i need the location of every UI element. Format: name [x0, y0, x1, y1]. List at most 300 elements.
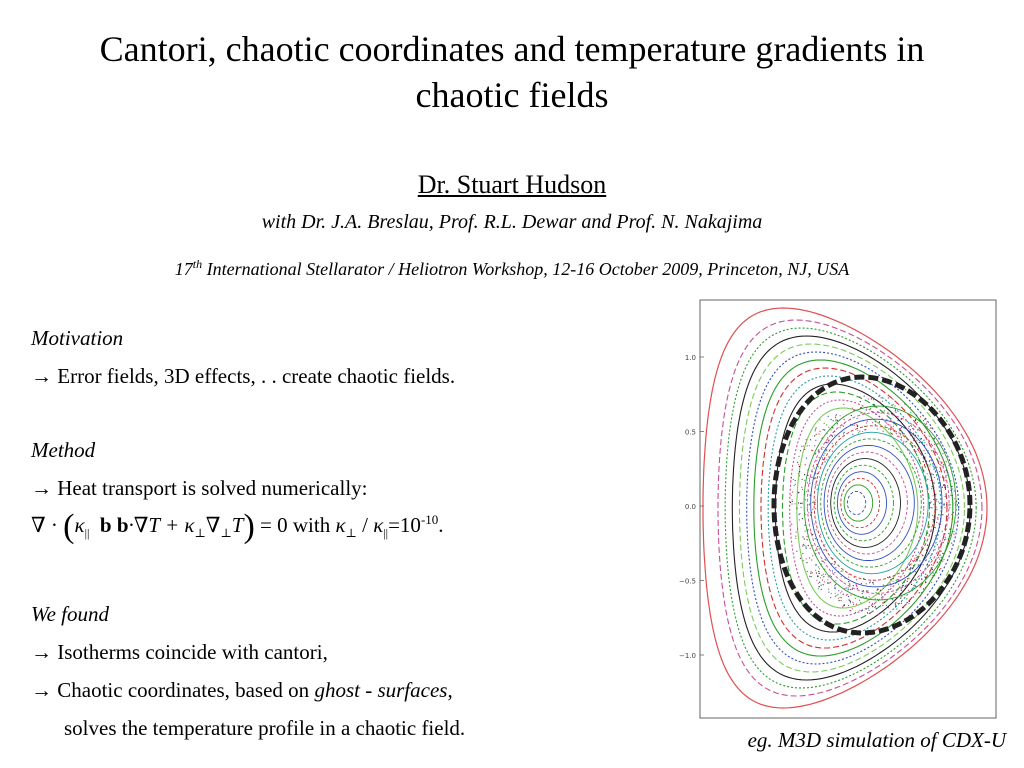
chaotic-point: [864, 429, 865, 430]
chaotic-point: [815, 500, 816, 501]
chaotic-point: [857, 430, 858, 431]
chaotic-point: [814, 435, 815, 436]
chaotic-point: [800, 558, 801, 559]
chaotic-point: [910, 412, 911, 413]
chaotic-point: [939, 569, 940, 570]
chaotic-point: [942, 477, 943, 478]
chaotic-point: [893, 581, 894, 582]
chaotic-point: [888, 607, 889, 608]
chaotic-point: [930, 555, 931, 556]
chaotic-point: [895, 603, 896, 604]
chaotic-point: [903, 607, 904, 608]
chaotic-point: [825, 442, 826, 443]
chaotic-point: [828, 442, 829, 443]
chaotic-point: [804, 480, 805, 481]
chaotic-point: [928, 527, 929, 528]
eq-grad-perp: ∇: [205, 513, 221, 537]
chaotic-point: [926, 559, 927, 560]
chaotic-point: [821, 589, 822, 590]
chaotic-point: [809, 576, 810, 577]
chaotic-point: [859, 600, 860, 601]
chaotic-point: [856, 579, 857, 580]
chaotic-point: [800, 450, 801, 451]
chaotic-point: [915, 451, 916, 452]
chaotic-point: [936, 444, 937, 445]
chaotic-point: [901, 437, 902, 438]
chaotic-point: [876, 608, 877, 609]
chaotic-point: [884, 602, 885, 603]
chaotic-point: [949, 551, 950, 552]
chaotic-point: [807, 507, 808, 508]
eq-nabla: ∇ ·: [31, 513, 58, 537]
chaotic-point: [935, 560, 936, 561]
chaotic-point: [945, 485, 946, 486]
chaotic-point: [892, 434, 893, 435]
chaotic-point: [824, 423, 825, 424]
chaotic-point: [841, 571, 842, 572]
chaotic-point: [833, 420, 834, 421]
chaotic-point: [931, 553, 932, 554]
chaotic-point: [938, 514, 939, 515]
chaotic-point: [818, 566, 819, 567]
chaotic-point: [799, 513, 800, 514]
chaotic-point: [931, 567, 932, 568]
chaotic-point: [795, 503, 796, 504]
chaotic-point: [953, 512, 954, 513]
chaotic-point: [898, 603, 899, 604]
chaotic-point: [856, 586, 857, 587]
chaotic-point: [866, 608, 867, 609]
conference-ordinal: 17: [174, 259, 193, 279]
chaotic-point: [853, 604, 854, 605]
chaotic-point: [803, 446, 804, 447]
chaotic-point: [934, 527, 935, 528]
chaotic-point: [916, 415, 917, 416]
chaotic-point: [940, 540, 941, 541]
chaotic-point: [837, 594, 838, 595]
chaotic-point: [831, 593, 832, 594]
chaotic-point: [823, 584, 824, 585]
chaotic-point: [902, 432, 903, 433]
chaotic-point: [812, 572, 813, 573]
chaotic-point: [923, 420, 924, 421]
chaotic-point: [814, 504, 815, 505]
figure-caption: eg. M3D simulation of CDX-U: [747, 728, 1006, 752]
chaotic-point: [805, 499, 806, 500]
chaotic-point: [807, 539, 808, 540]
chaotic-point: [806, 439, 807, 440]
chaotic-point: [951, 486, 952, 487]
chaotic-point: [792, 499, 793, 500]
chaotic-point: [849, 583, 850, 584]
chaotic-point: [802, 479, 803, 480]
chaotic-point: [819, 568, 820, 569]
chaotic-point: [815, 484, 816, 485]
eq-slash: /: [356, 513, 374, 537]
chaotic-point: [802, 546, 803, 547]
chaotic-point: [934, 477, 935, 478]
chaotic-point: [815, 550, 816, 551]
chaotic-point: [794, 485, 795, 486]
chaotic-point: [933, 504, 934, 505]
chaotic-point: [810, 573, 811, 574]
chaotic-point: [939, 477, 940, 478]
chaotic-point: [941, 443, 942, 444]
collaborators: with Dr. J.A. Breslau, Prof. R.L. Dewar and Prof. N. Nakajima: [261, 211, 763, 233]
chaotic-point: [912, 560, 913, 561]
chaotic-point: [799, 475, 800, 476]
chaotic-point: [844, 432, 845, 433]
method-item: [31, 476, 368, 501]
chaotic-point: [835, 596, 836, 597]
chaotic-point: [848, 589, 849, 590]
chaotic-point: [861, 610, 862, 611]
chaotic-point: [901, 596, 902, 597]
chaotic-point: [930, 427, 931, 428]
chaotic-point: [800, 503, 801, 504]
chaotic-point: [861, 412, 862, 413]
chaotic-point: [817, 485, 818, 486]
chaotic-point: [824, 581, 825, 582]
chaotic-point: [931, 473, 932, 474]
chaotic-point: [929, 527, 930, 528]
chaotic-point: [803, 560, 804, 561]
chaotic-point: [798, 473, 799, 474]
chaotic-point: [919, 442, 920, 443]
chaotic-point: [867, 590, 868, 591]
chaotic-point: [832, 451, 833, 452]
chaotic-point: [915, 571, 916, 572]
chaotic-point: [870, 581, 871, 582]
chaotic-point: [874, 603, 875, 604]
chaotic-point: [873, 583, 874, 584]
chaotic-point: [801, 487, 802, 488]
chaotic-point: [855, 612, 856, 613]
chaotic-point: [828, 589, 829, 590]
eq-par-sub: ||: [84, 526, 90, 541]
chaotic-point: [875, 592, 876, 593]
chaotic-point: [925, 574, 926, 575]
chaotic-point: [936, 474, 937, 475]
chaotic-point: [862, 610, 863, 611]
chaotic-point: [933, 474, 934, 475]
chaotic-point: [910, 435, 911, 436]
chaotic-point: [897, 436, 898, 437]
chaotic-point: [937, 443, 938, 444]
chaotic-point: [929, 445, 930, 446]
chaotic-point: [872, 603, 873, 604]
chaotic-point: [850, 602, 851, 603]
chaotic-point: [862, 431, 863, 432]
chaotic-point: [805, 547, 806, 548]
chaotic-point: [912, 445, 913, 446]
chaotic-point: [897, 579, 898, 580]
chaotic-point: [812, 545, 813, 546]
chaotic-point: [823, 429, 824, 430]
chaotic-point: [901, 590, 902, 591]
found-item-1-text: Isotherms coincide with cantori,: [52, 640, 328, 664]
chaotic-point: [795, 480, 796, 481]
chaotic-point: [923, 440, 924, 441]
chaotic-point: [818, 571, 819, 572]
chaotic-point: [893, 399, 894, 400]
chaotic-point: [920, 595, 921, 596]
eq-value: =10: [388, 513, 421, 537]
chaotic-point: [914, 449, 915, 450]
chaotic-point: [831, 419, 832, 420]
chaotic-point: [806, 536, 807, 537]
chaotic-point: [924, 464, 925, 465]
chaotic-point: [910, 407, 911, 408]
chaotic-point: [875, 421, 876, 422]
chaotic-point: [835, 444, 836, 445]
chaotic-point: [937, 517, 938, 518]
chaotic-point: [942, 458, 943, 459]
chaotic-point: [840, 592, 841, 593]
chaotic-point: [939, 471, 940, 472]
chaotic-point: [936, 557, 937, 558]
chaotic-point: [806, 458, 807, 459]
chaotic-point: [806, 491, 807, 492]
chaotic-point: [838, 600, 839, 601]
chaotic-point: [882, 598, 883, 599]
chaotic-point: [869, 596, 870, 597]
chaotic-point: [941, 551, 942, 552]
chaotic-point: [939, 555, 940, 556]
plot-frame: [700, 300, 996, 718]
chaotic-point: [843, 594, 844, 595]
chaotic-point: [907, 578, 908, 579]
chaotic-point: [843, 426, 844, 427]
chaotic-point: [886, 605, 887, 606]
chaotic-point: [890, 579, 891, 580]
chaotic-point: [820, 577, 821, 578]
chaotic-point: [932, 507, 933, 508]
chaotic-point: [802, 503, 803, 504]
chaotic-point: [905, 404, 906, 405]
chaotic-point: [821, 575, 822, 576]
chaotic-point: [890, 420, 891, 421]
chaotic-point: [823, 447, 824, 448]
chaotic-point: [877, 589, 878, 590]
chaotic-point: [798, 456, 799, 457]
chaotic-point: [952, 488, 953, 489]
chaotic-point: [807, 571, 808, 572]
chaotic-point: [869, 610, 870, 611]
chaotic-point: [791, 503, 792, 504]
arrow-icon: →: [31, 476, 52, 500]
chaotic-point: [944, 507, 945, 508]
chaotic-point: [883, 588, 884, 589]
chaotic-point: [935, 514, 936, 515]
chaotic-point: [809, 445, 810, 446]
found-item-2-pre: Chaotic coordinates, based on: [52, 678, 315, 702]
chaotic-point: [836, 414, 837, 415]
chaotic-point: [925, 582, 926, 583]
chaotic-point: [882, 602, 883, 603]
chaotic-point: [822, 580, 823, 581]
chaotic-point: [805, 443, 806, 444]
chaotic-point: [888, 589, 889, 590]
chaotic-point: [948, 538, 949, 539]
chaotic-point: [942, 561, 943, 562]
chaotic-point: [856, 604, 857, 605]
chaotic-point: [919, 460, 920, 461]
chaotic-point: [802, 553, 803, 554]
chaotic-point: [925, 466, 926, 467]
y-tick-label: 0.5: [684, 428, 696, 437]
chaotic-point: [859, 610, 860, 611]
chaotic-point: [937, 562, 938, 563]
chaotic-point: [802, 536, 803, 537]
chaotic-point: [932, 577, 933, 578]
chaotic-point: [838, 598, 839, 599]
chaotic-point: [900, 598, 901, 599]
chaotic-point: [843, 433, 844, 434]
chaotic-point: [815, 565, 816, 566]
chaotic-point: [816, 529, 817, 530]
chaotic-point: [934, 438, 935, 439]
chaotic-point: [926, 423, 927, 424]
found-item-2-post: ,: [447, 678, 453, 702]
chaotic-point: [819, 457, 820, 458]
chaotic-point: [852, 608, 853, 609]
chaotic-point: [923, 588, 924, 589]
chaotic-point: [917, 422, 918, 423]
chaotic-point: [832, 436, 833, 437]
chaotic-point: [875, 598, 876, 599]
chaotic-point: [810, 439, 811, 440]
chaotic-point: [945, 496, 946, 497]
chaotic-point: [875, 606, 876, 607]
chaotic-point: [844, 419, 845, 420]
chaotic-point: [935, 470, 936, 471]
chaotic-point: [923, 470, 924, 471]
conference-line: [0, 257, 1024, 280]
chaotic-point: [815, 453, 816, 454]
eq-dot-grad-t: ·∇T +: [128, 513, 185, 537]
chaotic-point: [883, 613, 884, 614]
chaotic-point: [810, 548, 811, 549]
chaotic-point: [915, 561, 916, 562]
chaotic-point: [923, 564, 924, 565]
chaotic-point: [945, 487, 946, 488]
chaotic-point: [826, 459, 827, 460]
chaotic-point: [921, 579, 922, 580]
chaotic-point: [812, 450, 813, 451]
chaotic-point: [916, 440, 917, 441]
chaotic-point: [806, 562, 807, 563]
chaotic-point: [809, 557, 810, 558]
chaotic-point: [886, 422, 887, 423]
chaotic-point: [850, 585, 851, 586]
chaotic-point: [927, 479, 928, 480]
chaotic-point: [905, 441, 906, 442]
chaotic-point: [919, 560, 920, 561]
found-item-2: [31, 678, 453, 703]
chaotic-point: [921, 547, 922, 548]
chaotic-point: [894, 431, 895, 432]
chaotic-point: [815, 538, 816, 539]
chaotic-point: [857, 426, 858, 427]
chaotic-point: [931, 428, 932, 429]
chaotic-point: [906, 598, 907, 599]
chaotic-point: [898, 584, 899, 585]
chaotic-point: [944, 503, 945, 504]
chaotic-point: [921, 554, 922, 555]
chaotic-point: [842, 606, 843, 607]
chaotic-point: [953, 503, 954, 504]
chaotic-point: [867, 612, 868, 613]
chaotic-point: [830, 429, 831, 430]
chaotic-point: [791, 495, 792, 496]
chaotic-point: [814, 445, 815, 446]
chaotic-point: [832, 443, 833, 444]
chaotic-point: [895, 604, 896, 605]
chaotic-point: [895, 592, 896, 593]
chaotic-point: [875, 424, 876, 425]
chaotic-point: [841, 597, 842, 598]
chaotic-point: [828, 582, 829, 583]
chaotic-point: [834, 435, 835, 436]
chaotic-point: [954, 498, 955, 499]
eq-rparen: ): [243, 508, 255, 545]
chaotic-point: [903, 441, 904, 442]
chaotic-point: [862, 593, 863, 594]
chaotic-point: [840, 427, 841, 428]
chaotic-point: [795, 536, 796, 537]
chaotic-point: [798, 492, 799, 493]
chaotic-point: [890, 418, 891, 419]
chaotic-point: [811, 576, 812, 577]
chaotic-point: [822, 459, 823, 460]
chaotic-point: [919, 592, 920, 593]
eq-par-sub-2: ||: [383, 526, 389, 541]
chaotic-point: [899, 429, 900, 430]
chaotic-point: [945, 539, 946, 540]
chaotic-point: [950, 495, 951, 496]
chaotic-point: [904, 575, 905, 576]
chaotic-point: [824, 461, 825, 462]
chaotic-point: [807, 445, 808, 446]
eq-t: T: [231, 513, 244, 537]
chaotic-point: [938, 557, 939, 558]
chaotic-point: [812, 555, 813, 556]
chaotic-point: [923, 461, 924, 462]
chaotic-point: [816, 572, 817, 573]
chaotic-point: [901, 601, 902, 602]
chaotic-point: [913, 424, 914, 425]
chaotic-point: [796, 508, 797, 509]
chaotic-point: [820, 534, 821, 535]
chaotic-point: [904, 582, 905, 583]
chaotic-point: [803, 545, 804, 546]
chaotic-point: [872, 582, 873, 583]
chaotic-point: [831, 576, 832, 577]
chaotic-point: [799, 471, 800, 472]
method-heading: Method: [31, 438, 96, 462]
chaotic-point: [943, 559, 944, 560]
chaotic-point: [858, 432, 859, 433]
chaotic-point: [924, 442, 925, 443]
chaotic-point: [789, 505, 790, 506]
chaotic-point: [904, 433, 905, 434]
chaotic-point: [841, 591, 842, 592]
chaotic-point: [826, 442, 827, 443]
chaotic-point: [827, 437, 828, 438]
chaotic-point: [855, 598, 856, 599]
chaotic-point: [812, 509, 813, 510]
